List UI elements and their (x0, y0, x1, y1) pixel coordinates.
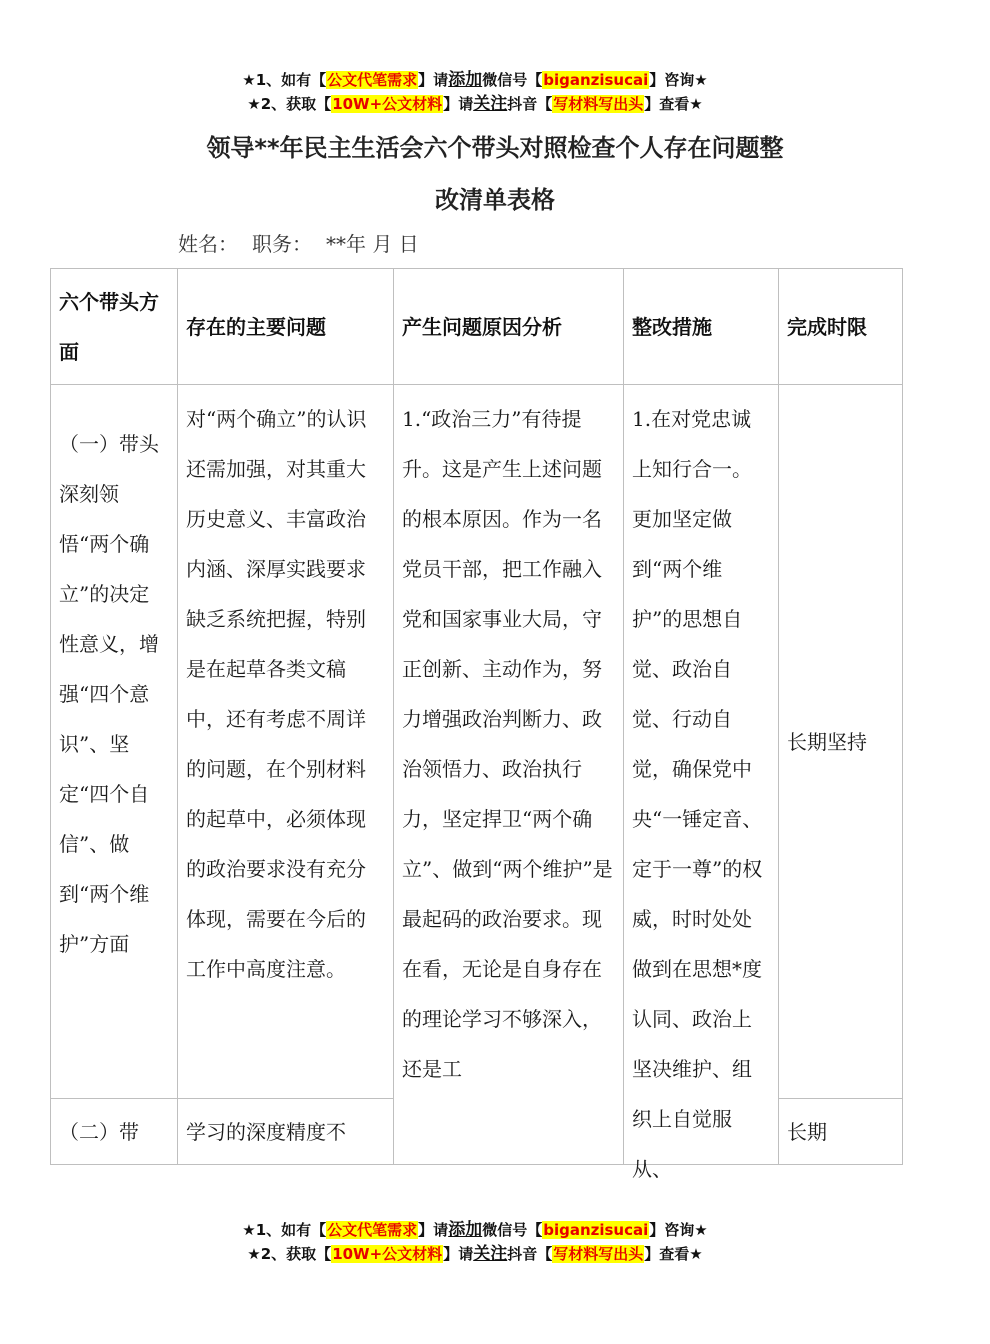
cell-deadline: 长期 (779, 1099, 903, 1165)
document-title-line-1: 领导**年民主生活会六个带头对照检查个人存在问题整 (206, 134, 784, 162)
promo-text: 】请 (443, 95, 474, 113)
promo-text: ★2、获取【 (247, 1245, 332, 1263)
header-measure: 整改措施 (624, 269, 779, 385)
douyin-name-highlight: 写材料写出头 (553, 1245, 644, 1263)
rectification-table (50, 268, 903, 1181)
promo-text: 抖音【 (507, 1245, 553, 1263)
measure-text: 1.在对党忠诚上知行合一。更加坚定做到“两个维护”的思想自觉、政治自觉、行动自觉，确保党中央“一锤定音、定于一尊”的权威，时时处处做到在思想*度认同、政治上坚决维护、组织上自觉服从、 (632, 407, 763, 1181)
table-row (51, 385, 903, 1099)
promo-text: 抖音【 (507, 95, 553, 113)
cell-aspect: （二）带 (51, 1099, 178, 1165)
promo-highlight: 10W+公文材料 (332, 95, 443, 113)
promo-text: 】咨询★ (649, 1221, 708, 1239)
header-aspect: 六个带头方面 (51, 269, 178, 385)
promo-text: 】查看★ (644, 1245, 703, 1263)
cell-problem: 学习的深度精度不 (178, 1099, 394, 1165)
cell-aspect: （一）带头深刻领悟“两个确立”的决定性意义，增强“四个意识”、坚定“四个自信”、做到“两个维护”方面 (51, 385, 178, 1099)
header-cause: 产生问题原因分析 (394, 269, 624, 385)
promo-highlight: 公文代笔需求 (327, 1221, 418, 1239)
promo-emphasis: 添加 (448, 1220, 483, 1240)
cell-deadline: 长期坚持 (779, 385, 903, 1099)
promo-text: 微信号【 (482, 71, 543, 89)
promo-text: 微信号【 (482, 1221, 543, 1239)
promo-text: 】请 (418, 71, 449, 89)
promo-line-2 (0, 92, 950, 116)
promo-banner-top (0, 68, 950, 116)
document-title-line-2: 改清单表格 (435, 186, 555, 214)
cell-problem: 对“两个确立”的认识还需加强，对其重大历史意义、丰富政治内涵、深厚实践要求缺乏系统把握，特别是在起草各类文稿中，还有考虑不周详的问题，在个别材料的起草中，必须体现的政治要求没有充分体现，需要在今后的工作中高度注意。 (178, 385, 394, 1099)
promo-banner-bottom (0, 1218, 950, 1266)
date-text: **年 月 日 (326, 232, 419, 256)
promo-line-2 (0, 1242, 950, 1266)
promo-emphasis: 关注 (473, 1244, 508, 1264)
header-problem: 存在的主要问题 (178, 269, 394, 385)
wechat-id-highlight: biganzisucai (543, 1221, 649, 1239)
header-deadline: 完成时限 (779, 269, 903, 385)
promo-highlight: 公文代笔需求 (327, 71, 418, 89)
promo-line-1 (0, 1218, 950, 1242)
cell-cause (394, 385, 624, 1165)
cause-text: 1.“政治三力”有待提升。这是产生上述问题的根本原因。作为一名党员干部，把工作融入党和国家事业大局，守正创新、主动作为，努力增强政治判断力、政治领悟力、政治执行力，坚定捍卫“两个确立”、做到“两个维护”是最起码的政治要求。现在看，无论是自身存在的理论学习不够深入，还是工 (402, 407, 613, 1081)
promo-text: 】查看★ (644, 95, 703, 113)
promo-text: 】请 (418, 1221, 449, 1239)
promo-text: 】请 (443, 1245, 474, 1263)
promo-line-1 (0, 68, 950, 92)
cell-measure (624, 385, 779, 1181)
douyin-name-highlight: 写材料写出头 (553, 95, 644, 113)
name-label: 姓名： (178, 232, 238, 256)
promo-text: 】咨询★ (649, 71, 708, 89)
promo-text: ★1、如有【 (242, 1221, 327, 1239)
wechat-id-highlight: biganzisucai (543, 71, 649, 89)
promo-text: ★1、如有【 (242, 71, 327, 89)
table-header-row (51, 269, 903, 385)
position-label: 职务： (252, 232, 312, 256)
promo-text: ★2、获取【 (247, 95, 332, 113)
promo-emphasis: 添加 (448, 70, 483, 90)
document-meta (178, 228, 433, 257)
promo-emphasis: 关注 (473, 94, 508, 114)
promo-highlight: 10W+公文材料 (332, 1245, 443, 1263)
